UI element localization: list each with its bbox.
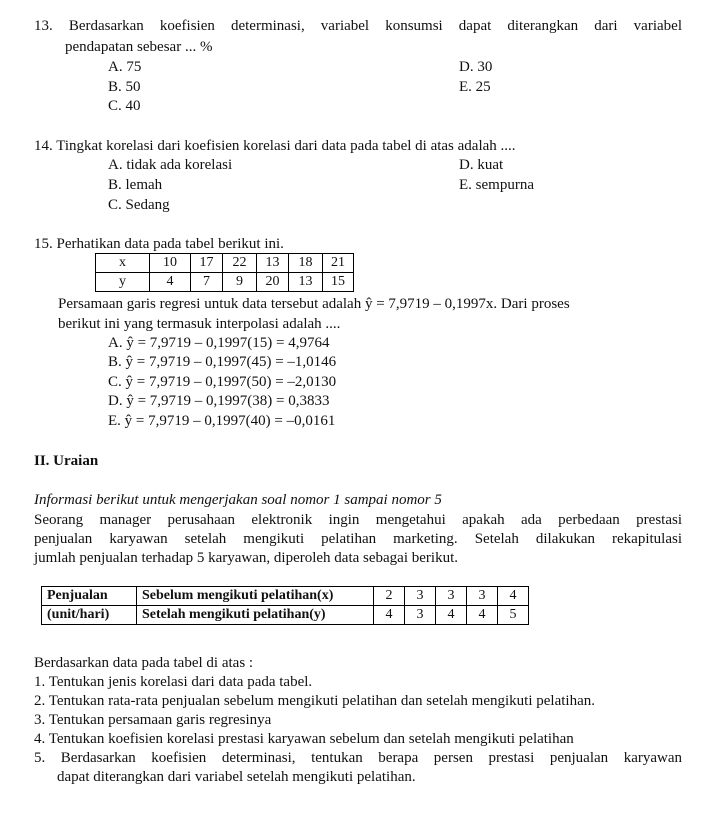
task-3: 3. Tentukan persamaan garis regresinya (34, 712, 272, 728)
task-2: 2. Tentukan rata-rata penjualan sebelum mengikuti pelatihan dan setelah mengikuti pelatihan. (34, 693, 595, 709)
table-cell: 9 (223, 273, 257, 292)
table-cell: 20 (257, 273, 289, 292)
q14-option-b: B. lemah (108, 177, 163, 193)
table-header-cell: Penjualan (42, 587, 137, 606)
q13-option-a: A. 75 (108, 59, 142, 75)
q13-option-c: C. 40 (108, 98, 141, 114)
table-row (42, 606, 529, 625)
q15-option-d: D. ŷ = 7,9719 – 0,1997(38) = 0,3833 (108, 393, 330, 409)
q15-option-b: B. ŷ = 7,9719 – 0,1997(45) = –1,0146 (108, 354, 337, 370)
q15-data-table (95, 253, 354, 292)
q13-option-e: E. 25 (459, 79, 491, 95)
table-cell: 4 (498, 587, 529, 606)
q13-option-b: B. 50 (108, 79, 141, 95)
table-row-label: Setelah mengikuti pelatihan(y) (137, 606, 374, 625)
q14-option-e: E. sempurna (459, 177, 534, 193)
table-cell: x (96, 254, 150, 273)
q13-line1: 13. Berdasarkan koefisien determinasi, variabel konsumsi dapat diterangkan dari variabel (34, 18, 682, 34)
table-cell: y (96, 273, 150, 292)
table-cell: 7 (191, 273, 223, 292)
q15-line3: berikut ini yang termasuk interpolasi adalah .... (58, 316, 341, 332)
task-1: 1. Tentukan jenis korelasi dari data pada tabel. (34, 674, 313, 690)
table-cell: 10 (150, 254, 191, 273)
task-4: 4. Tentukan koefisien korelasi prestasi karyawan sebelum dan setelah mengikuti pelatihan (34, 731, 574, 747)
task-5: 5. Berdasarkan koefisien determinasi, tentukan berapa persen prestasi penjualan karyawan (34, 750, 682, 766)
table-cell: 4 (150, 273, 191, 292)
table-cell: 3 (467, 587, 498, 606)
table-cell: 3 (405, 606, 436, 625)
sales-data-table (41, 586, 529, 625)
task-5-continuation: dapat diterangkan dari variabel setelah mengikuti pelatihan. (57, 769, 416, 785)
q13-option-d: D. 30 (459, 59, 493, 75)
q14-option-c: C. Sedang (108, 197, 170, 213)
table-cell: 4 (436, 606, 467, 625)
paragraph-line-1: Seorang manager perusahaan elektronik ingin mengetahui apakah ada perbedaan prestasi (34, 512, 682, 528)
table-cell: 13 (289, 273, 323, 292)
table-row (96, 254, 354, 273)
table-cell: 15 (323, 273, 354, 292)
tasks-intro: Berdasarkan data pada tabel di atas : (34, 655, 254, 671)
q15-option-a: A. ŷ = 7,9719 – 0,1997(15) = 4,9764 (108, 335, 330, 351)
table-header-cell: (unit/hari) (42, 606, 137, 625)
table-cell: 3 (436, 587, 467, 606)
q14-option-a: A. tidak ada korelasi (108, 157, 233, 173)
table-cell: 18 (289, 254, 323, 273)
table-cell: 2 (374, 587, 405, 606)
table-cell: 13 (257, 254, 289, 273)
q15-line1: 15. Perhatikan data pada tabel berikut ini. (34, 236, 284, 252)
table-row (96, 273, 354, 292)
table-cell: 4 (467, 606, 498, 625)
q14-line1: 14. Tingkat korelasi dari koefisien korelasi dari data pada tabel di atas adalah .... (34, 138, 516, 154)
q15-line2: Persamaan garis regresi untuk data tersebut adalah ŷ = 7,9719 – 0,1997x. Dari proses (58, 296, 570, 312)
table-cell: 17 (191, 254, 223, 273)
q15-option-e: E. ŷ = 7,9719 – 0,1997(40) = –0,0161 (108, 413, 336, 429)
q13-line2: pendapatan sebesar ... % (65, 39, 213, 55)
table-cell: 22 (223, 254, 257, 273)
q14-option-d: D. kuat (459, 157, 504, 173)
info-note: Informasi berikut untuk mengerjakan soal nomor 1 sampai nomor 5 (34, 492, 442, 508)
table-cell: 3 (405, 587, 436, 606)
table-row-label: Sebelum mengikuti pelatihan(x) (137, 587, 374, 606)
table-cell: 5 (498, 606, 529, 625)
paragraph-line-3: jumlah penjualan terhadap 5 karyawan, diperoleh data sebagai berikut. (34, 550, 458, 566)
section-heading: II. Uraian (34, 453, 99, 469)
table-row (42, 587, 529, 606)
q15-option-c: C. ŷ = 7,9719 – 0,1997(50) = –2,0130 (108, 374, 337, 390)
table-cell: 21 (323, 254, 354, 273)
table-cell: 4 (374, 606, 405, 625)
paragraph-line-2: penjualan karyawan setelah mengikuti pelatihan marketing. Setelah dilakukan rekapitulasi (34, 531, 682, 547)
